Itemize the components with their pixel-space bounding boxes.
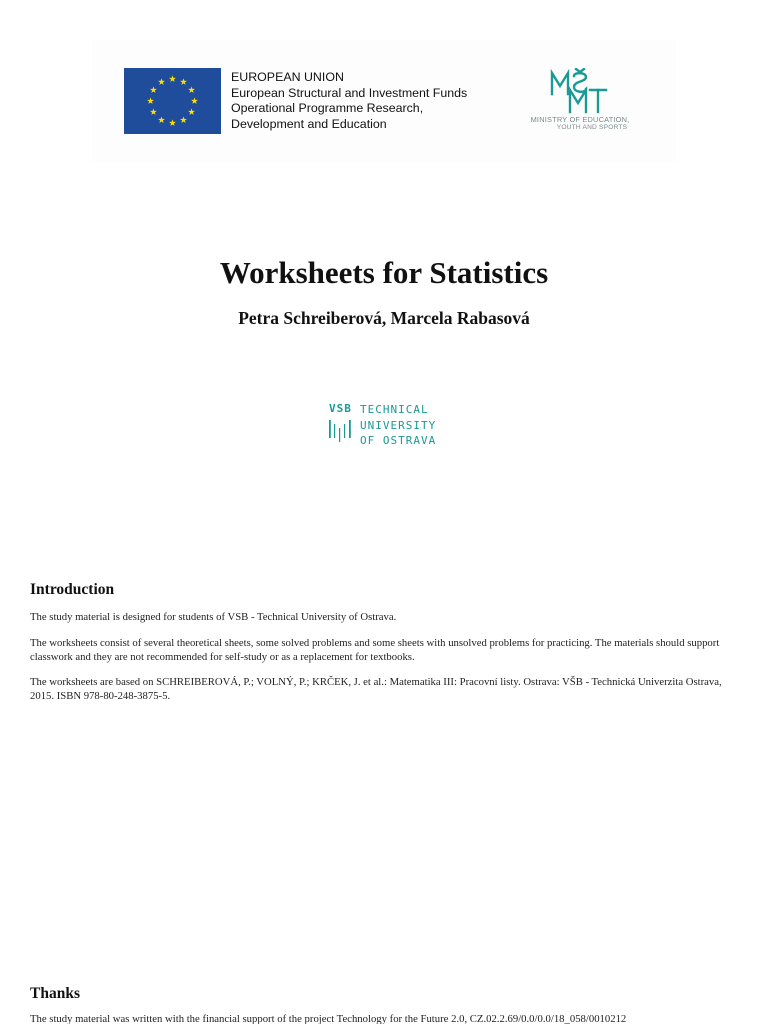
eu-star-icon <box>169 75 176 82</box>
eu-star-icon <box>150 108 157 115</box>
eu-star-icon <box>150 86 157 93</box>
eu-star-icon <box>188 86 195 93</box>
msmt-line: YOUTH AND SPORTS <box>556 124 628 131</box>
introduction-paragraph: The study material is designed for students of VSB - Technical University of Ostrava. <box>30 611 397 623</box>
eu-star-icon <box>158 78 165 85</box>
vsb-name-line: TECHNICAL <box>360 403 429 416</box>
document-authors: Petra Schreiberová, Marcela Rabasová <box>238 308 530 328</box>
msmt-caption <box>516 116 644 132</box>
eu-line: Development and Education <box>231 116 387 131</box>
introduction-paragraph: The worksheets are based on SCHREIBEROVÁ, P.; VOLNÝ, P.; KRČEK, J. et al.: Matematika III: Pracovní listy. Ostrava: VŠB - Technická Univerzita Ostrava, 2015. ISBN 978-80-248-3875-5. <box>30 676 722 702</box>
thanks-paragraph: The study material was written with the financial support of the project Technology for the Future 2.0, CZ.02.2.69/0.0/0.0/18_058/0010212 <box>30 1013 627 1024</box>
eu-star-icon <box>180 78 187 85</box>
vsb-logo-icon <box>329 420 353 444</box>
eu-funding-text <box>231 70 467 132</box>
eu-star-icon <box>180 116 187 123</box>
vsb-name-line: UNIVERSITY <box>360 418 437 432</box>
eu-star-icon <box>188 108 195 115</box>
eu-flag-icon <box>124 68 221 134</box>
thanks-heading: Thanks <box>30 985 80 1002</box>
introduction-paragraph: The worksheets consist of several theoretical sheets, some solved problems and some sheets with unsolved problems for practicing. The materials should support classwork and they are not recommended for self-study or as a replacement for textbooks. <box>30 637 720 663</box>
eu-star-icon <box>158 116 165 123</box>
vsb-name-line: OF OSTRAVA <box>360 434 437 447</box>
eu-line: EUROPEAN UNION <box>231 70 344 84</box>
vsb-logo-abbr: VSB <box>329 402 352 415</box>
eu-line: European Structural and Investment Funds <box>231 85 468 100</box>
msmt-line: MINISTRY OF EDUCATION, <box>530 115 630 124</box>
introduction-heading: Introduction <box>30 581 115 598</box>
eu-star-icon <box>147 97 154 104</box>
eu-star-icon <box>191 97 198 104</box>
eu-star-icon <box>169 119 176 126</box>
document-title: Worksheets for Statistics <box>219 255 549 290</box>
eu-line: Operational Programme Research, <box>231 101 424 116</box>
vsb-logo-name <box>360 402 436 449</box>
